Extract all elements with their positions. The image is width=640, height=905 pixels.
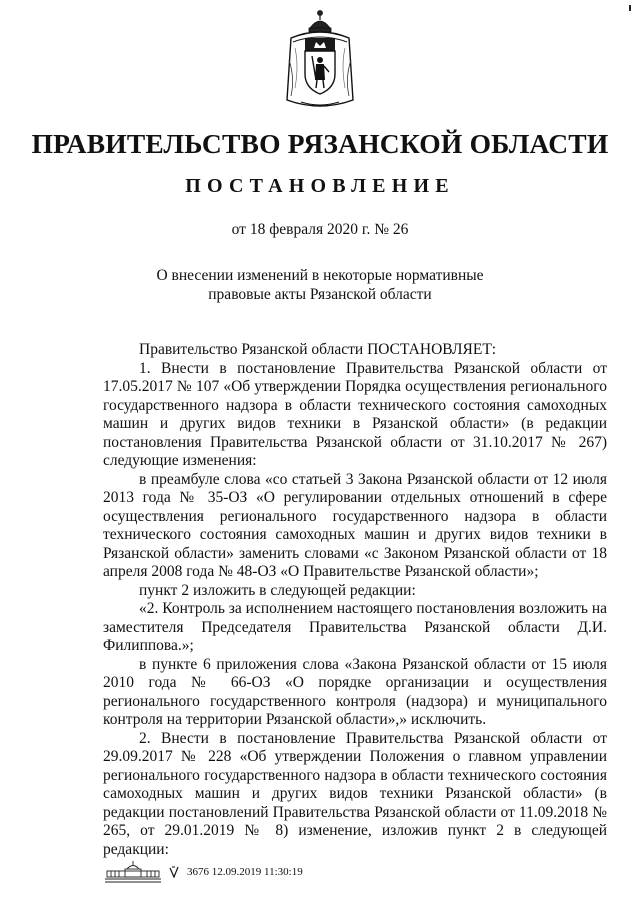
document-type-heading: ПОСТАНОВЛЕНИЕ <box>185 175 455 197</box>
subject-line: правовые акты Рязанской области <box>208 286 432 303</box>
body-paragraph: 2. Внести в постановление Правительства Рязанской области от 29.09.2017 № 228 «Об утверждении Положения о главном управлении регионального государственного надзора в области технического состояния самоходных машин и других видов техники Рязанской области» (в редакции постановлений Правительства Рязанской области от 11.09.2018 № 265, от 29.01.2019 № 8) изменение, изложив пункт 2 в следующей редакции: <box>103 729 607 858</box>
body-paragraph: Правительство Рязанской области ПОСТАНОВЛЯЕТ: <box>139 341 497 358</box>
body-paragraph: пункт 2 изложить в следующей редакции: <box>139 581 416 599</box>
registration-footer <box>103 858 303 886</box>
building-logo-icon <box>103 859 163 885</box>
scan-edge-mark <box>629 5 631 11</box>
document-body <box>103 341 607 859</box>
registration-stamp: 3676 12.09.2019 11:30:19 <box>187 866 303 878</box>
body-paragraph: «2. Контроль за исполнением настоящего постановления возложить на заместителя Председателя Правительства Рязанской области Д.И. Филиппова.»; <box>103 600 607 654</box>
organization-title: ПРАВИТЕЛЬСТВО РЯЗАНСКОЙ ОБЛАСТИ <box>31 128 609 159</box>
document-subject <box>0 266 640 304</box>
subject-line: О внесении изменений в некоторые нормативные <box>156 267 484 284</box>
document-date-number: от 18 февраля 2020 г. № 26 <box>231 221 409 238</box>
body-paragraph: в преамбуле слова «со статьей 3 Закона Рязанской области от 12 июля 2013 года № 35-ОЗ «О регулировании отдельных отношений в сфере осуществления регионального государственного надзора в области технического состояния самоходных машин и других видов техники в Рязанской области» заменить словами «с Законом Рязанской области от 18 апреля 2008 года № 48-ОЗ «О Правительстве Рязанской области»; <box>103 470 607 580</box>
coat-of-arms-icon <box>283 8 357 112</box>
registration-mark-icon <box>169 866 179 878</box>
body-paragraph: 1. Внести в постановление Правительства Рязанской области от 17.05.2017 № 107 «Об утверждении Порядка осуществления регионального государственного надзора в области технического состояния самоходных машин и других видов техники в Рязанской области» (в редакции постановления Правительства Рязанской области от 31.10.2017 № 267) следующие изменения: <box>103 359 607 469</box>
body-paragraph: в пункте 6 приложения слова «Закона Рязанской области от 15 июля 2010 года № 66-ОЗ «О порядке организации и осуществления регионального государственного контроля (надзора) и муниципального контроля на территории Рязанской области»,» исключить. <box>103 655 607 728</box>
